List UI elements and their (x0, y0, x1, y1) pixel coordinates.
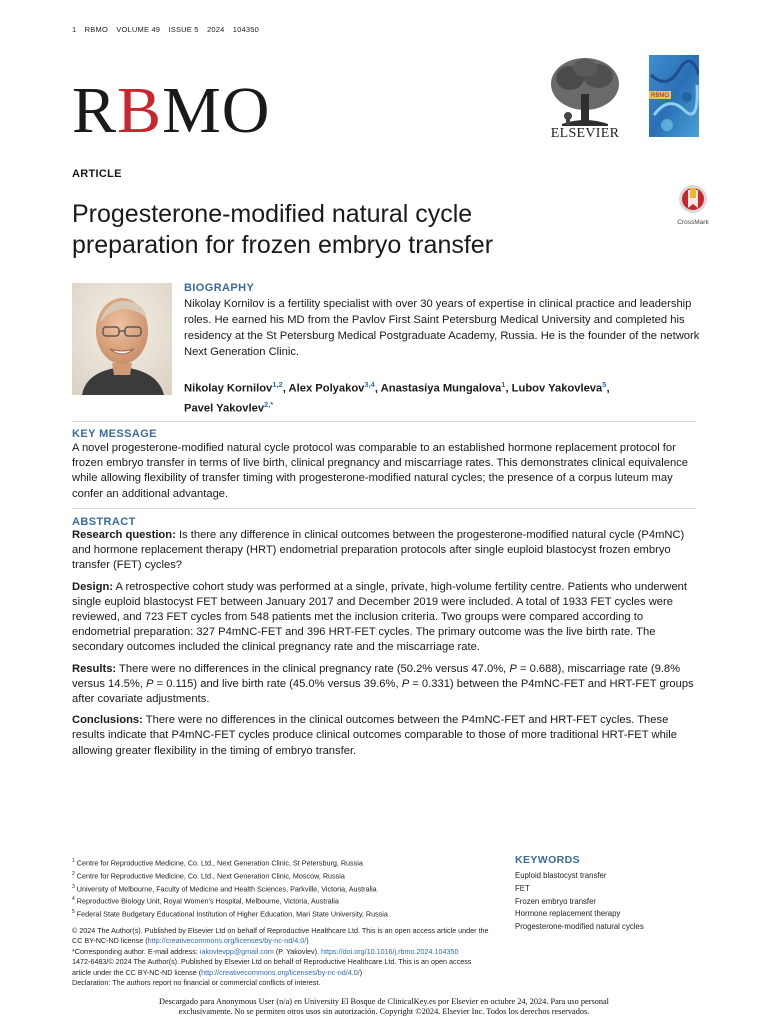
issn-notice (72, 957, 492, 978)
article-number: 104350 (232, 25, 259, 34)
research-question-label: Research question: (72, 529, 176, 541)
title-line-2: preparation for frozen embryo transfer (72, 231, 494, 259)
corresponding-author (72, 947, 492, 957)
affiliation-text: Centre for Reproductive Medicine, Co. Ltd., Next Generation Clinic, Moscow, Russia (76, 871, 345, 881)
keyword-item[interactable]: Hormone replacement therapy (515, 909, 621, 919)
keyword-item[interactable]: Progesterone-modified natural cycles (515, 922, 644, 932)
keyword-item[interactable]: Euploid blastocyst transfer (515, 871, 607, 880)
key-message-heading: KEY MESSAGE (72, 428, 157, 440)
license-link[interactable]: http://creativecommons.org/licenses/by-nc-nd/4.0/ (147, 936, 307, 946)
copyright-text: © 2024 The Author(s). Published by Elsevier Ltd on behalf of Reproductive Healthcare Ltd. This is an open access article under the CC BY-NC-ND license ( (72, 925, 489, 946)
affiliation-text: Reproductive Biology Unit, Royal Women’s Hospital, Melbourne, Victoria, Australia (76, 896, 339, 906)
author-separator: , (606, 382, 610, 395)
affiliation-item (72, 907, 492, 920)
page-number: 1 (72, 25, 77, 34)
journal-cover-thumbnail (649, 55, 699, 137)
download-notice-line-1: Descargado para Anonymous User (n/a) en University El Bosque de ClinicalKey.es por Elsevier en octubre 24, 2024. Para uso personal (159, 997, 609, 1006)
license-link[interactable]: http://creativecommons.org/licenses/by-nc-nd/4.0/ (201, 967, 360, 977)
affiliation-number: 4 (72, 896, 75, 903)
author-affiliation-mark[interactable]: 2,* (264, 399, 274, 409)
article-type-label: ARTICLE (72, 168, 122, 180)
abstract-results (72, 662, 700, 708)
author-separator: , (282, 382, 289, 395)
p-value-symbol: P (509, 662, 517, 675)
copyright-text-end: ) (306, 936, 309, 946)
design-text: A retrospective cohort study was performed at a single, private, high-volume fertility centre. Patients who underwent single euploid blastocyst FET between January 2017 and December 2019 were included. A total of 1933 FET cycles were reviewed, and 723 FET cycles from 548 patients met the inclusion criteria. Two groups were compared according to endometrial preparation: 327 P4mNC-FET and 396 HRT-FET cycles. The primary outcome was the live birth rate. The secondary outcomes included the clinical pregnancy rate and the miscarriage rate. (72, 580, 687, 654)
author-name[interactable]: Anastasiya Mungalova (380, 382, 502, 395)
design-label: Design: (72, 580, 114, 593)
affiliation-number: 5 (72, 909, 75, 916)
title-line-1: Progesterone-modified natural cycle (72, 200, 473, 228)
logo-letters-mo: MO (162, 74, 271, 147)
article-title (72, 199, 632, 261)
author-name[interactable]: Pavel Yakovlev (184, 402, 265, 415)
email-link[interactable]: iakovlevpp@gmail.com (199, 946, 274, 956)
conclusions-text: There were no differences in the clinical outcomes between the P4mNC-FET and HRT-FET cycles. These results indicate that P4mNC-FET cycles produce clinical outcomes comparable to those of more traditional HRT-FET while allowing greater flexibility in the timing of embryo transfer. (72, 714, 677, 757)
section-divider (72, 508, 696, 509)
running-head (72, 25, 265, 34)
author-affiliation-mark[interactable]: 3,4 (364, 380, 375, 389)
affiliation-text: Centre for Reproductive Medicine, Co. Ltd., Next Generation Clinic, St Petersburg, Russia (76, 858, 363, 868)
author-name[interactable]: Lubov Yakovleva (511, 382, 603, 395)
logo-letter-r: R (72, 74, 118, 147)
results-text-1: There were no differences in the clinical pregnancy rate (50.2% versus 47.0%, (119, 662, 507, 675)
affiliation-item (72, 869, 492, 882)
year: 2024 (206, 25, 225, 34)
abstract-conclusions (72, 713, 700, 759)
author-name[interactable]: Alex Polyakov (288, 382, 365, 395)
copyright-notice (72, 926, 492, 947)
author-affiliation-mark[interactable]: 1 (501, 380, 506, 389)
abstract-section (72, 516, 700, 765)
biography-text: Nikolay Kornilov is a fertility specialist with over 30 years of expertise in clinical practice and leadership roles. He earned his MD from the Pavlov First Saint Petersburg Medical University and completed his residency at the St Petersburg Medical Postgraduate Academy, Russia. He is the founder of the network Next Generation Clinic. (184, 298, 700, 358)
download-notice (72, 997, 696, 1017)
crossmark-icon[interactable] (670, 182, 716, 228)
author-portrait (72, 283, 172, 395)
author-name[interactable]: Nikolay Kornilov (184, 382, 273, 395)
publisher-wordmark: ELSEVIER (550, 126, 620, 141)
affiliation-item (72, 882, 492, 895)
affiliation-number: 2 (72, 870, 75, 877)
p-value-symbol: P (146, 677, 154, 690)
results-text-3: = 0.115) and live birth rate (45.0% versus 39.6%, (156, 677, 399, 690)
author-separator: , (374, 382, 381, 395)
affiliation-number: 1 (72, 858, 75, 864)
author-affiliation-mark[interactable]: 1,2 (272, 380, 283, 389)
issn-text-end: ) (359, 967, 363, 977)
key-message-text: A novel progesterone-modified natural cycle protocol was comparable to an established hormone replacement protocol for frozen embryo transfer in terms of live birth, clinical pregnancy and miscarriage rates. This demonstrates clinical equivalence while allowing flexibility of transfer timing with progesterone-modified natural cycles; the presence of a corpus luteum may confer an additional advantage. (72, 442, 689, 500)
biography-heading: BIOGRAPHY (184, 282, 255, 294)
author-separator: , (505, 382, 512, 395)
keyword-item[interactable]: Frozen embryo transfer (515, 896, 597, 906)
journal-logo (72, 74, 271, 147)
p-value-symbol: P (401, 677, 410, 690)
affiliation-number: 3 (72, 883, 75, 890)
abstract-research-question (72, 528, 700, 574)
keywords-section (515, 854, 705, 934)
issue: ISSUE 5 (168, 25, 199, 34)
results-label: Results: (72, 662, 117, 675)
download-notice-line-2: exclusivamente. No se permiten otros usos sin autorización. Copyright ©2024. Elsevier Inc. Todos los derechos reservados. (178, 1007, 590, 1016)
affiliation-item (72, 894, 492, 907)
journal-abbrev: RBMO (84, 25, 108, 34)
crossmark-label: CrossMark (677, 219, 709, 226)
abstract-heading: ABSTRACT (72, 516, 136, 528)
keywords-heading: KEYWORDS (515, 854, 581, 866)
logo-letter-b: B (117, 74, 163, 147)
conclusions-label: Conclusions: (72, 714, 143, 727)
author-affiliation-mark[interactable]: 5 (602, 380, 607, 389)
keyword-item[interactable]: FET (515, 883, 530, 893)
affiliation-text: Federal State Budgetary Educational Institution of Higher Education, Mari State University, Russia (76, 909, 388, 919)
research-question-text: Is there any difference in clinical outcomes between the progesterone-modified natural cycle (P4mNC) and hormone replacement therapy (HRT) endometrial preparation protocols after single euploid blastocyst frozen embryo transfer (FET) cycles? (72, 529, 685, 572)
corresponding-name: (P. Yakovlev). (275, 946, 320, 956)
results-text-2: = 0.688), miscarriage rate (9.8% versus 14.5%, (72, 662, 681, 690)
cover-label: RBMO (651, 93, 669, 99)
biography-section (184, 282, 704, 416)
author-list (184, 377, 704, 416)
issn-text: 1472-6483/© 2024 The Author(s). Published by Elsevier Ltd on behalf of Reproductive Healthcare Ltd. This is an open access article under the CC BY-NC-ND license ( (72, 957, 472, 977)
volume: VOLUME 49 (116, 25, 161, 34)
footnotes (72, 856, 492, 988)
results-text-4: = 0.331) between the P4mNC-FET and HRT-FET groups after covariate adjustments. (72, 677, 694, 706)
section-divider (72, 421, 696, 422)
corresponding-label: *Corresponding author. E-mail address: (72, 946, 198, 956)
keywords-list (515, 870, 705, 934)
affiliation-text: University of Melbourne, Faculty of Medicine and Health Sciences, Parkville, Victoria, Australia (76, 883, 377, 893)
abstract-design (72, 580, 700, 656)
key-message-section (72, 428, 700, 502)
affiliation-item (72, 856, 492, 869)
doi-link[interactable]: https://doi.org/10.1016/j.rbmo.2024.104350 (321, 946, 459, 956)
declaration: Declaration: The authors report no financial or commercial conflicts of interest. (72, 978, 321, 988)
